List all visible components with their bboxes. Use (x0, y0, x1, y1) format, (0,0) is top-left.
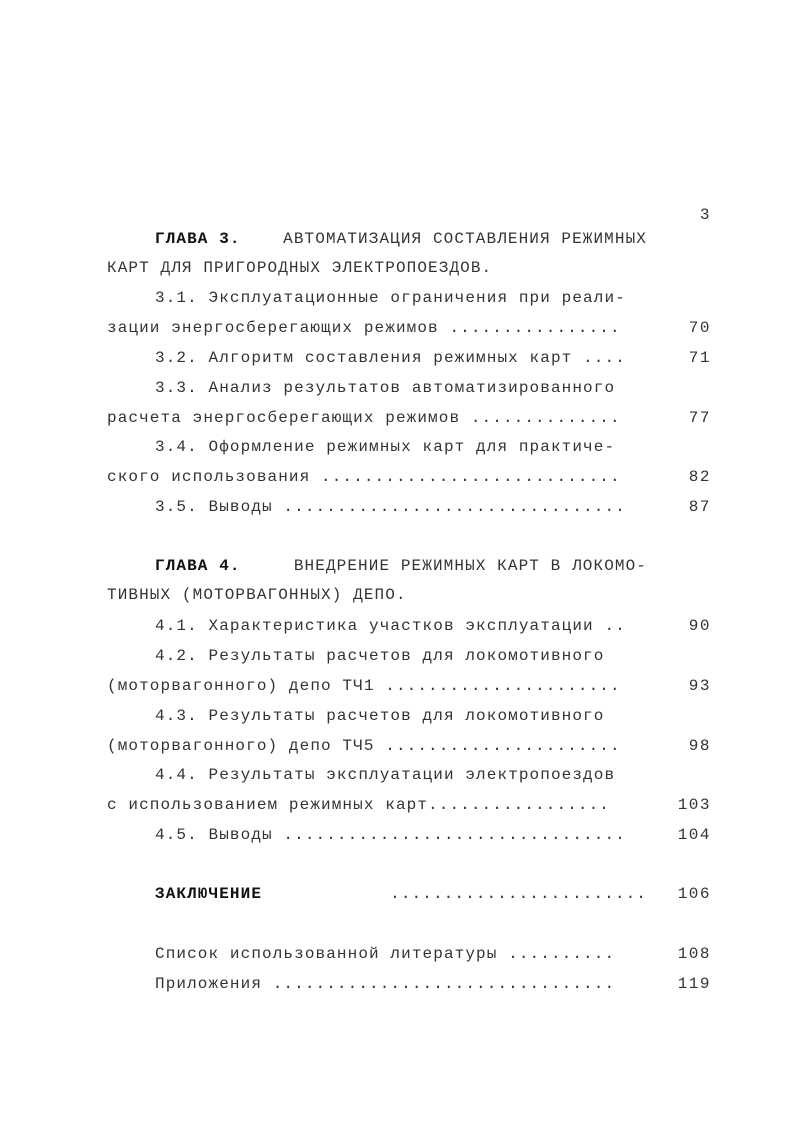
toc-page-number: 93 (688, 677, 711, 695)
toc-entry-line[interactable]: 4.2. Результаты расчетов для локомотивного (155, 647, 605, 665)
toc-entry-line[interactable]: (моторвагонного) депо ТЧ1 ...................... (107, 677, 621, 695)
toc-page-number: 70 (688, 319, 711, 337)
toc-page-number: 98 (688, 737, 711, 755)
toc-entry-line[interactable]: с использованием режимных карт................. (107, 796, 610, 814)
chapter-3-title: АВТОМАТИЗАЦИЯ СОСТАВЛЕНИЯ РЕЖИМНЫХ (283, 230, 647, 248)
toc-entry-line[interactable]: 3.4. Оформление режимных карт для практиче- (155, 438, 616, 456)
chapter-4-heading-line-1 (155, 556, 647, 576)
chapter-4-title: ВНЕДРЕНИЕ РЕЖИМНЫХ КАРТ В ЛОКОМО- (293, 557, 647, 575)
toc-entry-line[interactable]: 4.5. Выводы ................................ (155, 826, 626, 844)
toc-page-number: 87 (688, 498, 711, 516)
toc-entry-line[interactable]: 4.4. Результаты эксплуатации электропоездов (155, 766, 616, 784)
chapter-4-label: ГЛАВА 4. (155, 557, 241, 575)
toc-entry-line[interactable]: 3.5. Выводы ................................ (155, 498, 626, 516)
toc-entry-line[interactable]: (моторвагонного) депо ТЧ5 ...................... (107, 737, 621, 755)
appendices-page: 119 (677, 975, 711, 993)
toc-entry-line[interactable]: ского использования ............................ (107, 468, 621, 486)
toc-page-number: 77 (688, 409, 711, 427)
chapter-3-heading-line-2: КАРТ ДЛЯ ПРИГОРОДНЫХ ЭЛЕКТРОПОЕЗДОВ. (107, 259, 493, 277)
chapter-4-heading-line-2: ТИВНЫХ (МОТОРВАГОННЫХ) ДЕПО. (107, 586, 407, 604)
toc-entry-line[interactable]: 3.1. Эксплуатационные ограничения при реали- (155, 289, 626, 307)
conclusion-dots: ........................ (390, 885, 647, 903)
toc-page-number: 90 (688, 617, 711, 635)
toc-entry-appendices[interactable]: Приложения ................................ (155, 975, 616, 993)
conclusion-page: 106 (677, 885, 711, 903)
chapter-3-heading-line-1 (155, 229, 647, 249)
toc-entry-line[interactable]: 4.1. Характеристика участков эксплуатации .. (155, 617, 626, 635)
toc-page-number: 71 (688, 349, 711, 367)
references-page: 108 (677, 945, 711, 963)
page-number: 3 (699, 206, 711, 224)
toc-entry-line[interactable]: 4.3. Результаты расчетов для локомотивного (155, 707, 605, 725)
toc-entry-line[interactable]: 3.3. Анализ результатов автоматизированного (155, 379, 616, 397)
toc-entry-line[interactable]: зации энергосберегающих режимов ................ (107, 319, 621, 337)
chapter-3-label: ГЛАВА 3. (155, 230, 241, 248)
toc-page-number: 104 (677, 826, 711, 844)
toc-entry-conclusion[interactable] (155, 884, 647, 904)
toc-entry-references[interactable]: Список использованной литературы .......... (155, 945, 616, 963)
toc-entry-line[interactable]: расчета энергосберегающих режимов .............. (107, 409, 621, 427)
toc-page-number: 82 (688, 468, 711, 486)
toc-entry-line[interactable]: 3.2. Алгоритм составления режимных карт .... (155, 349, 626, 367)
conclusion-label: ЗАКЛЮЧЕНИЕ (155, 885, 263, 903)
toc-page-number: 103 (677, 796, 711, 814)
